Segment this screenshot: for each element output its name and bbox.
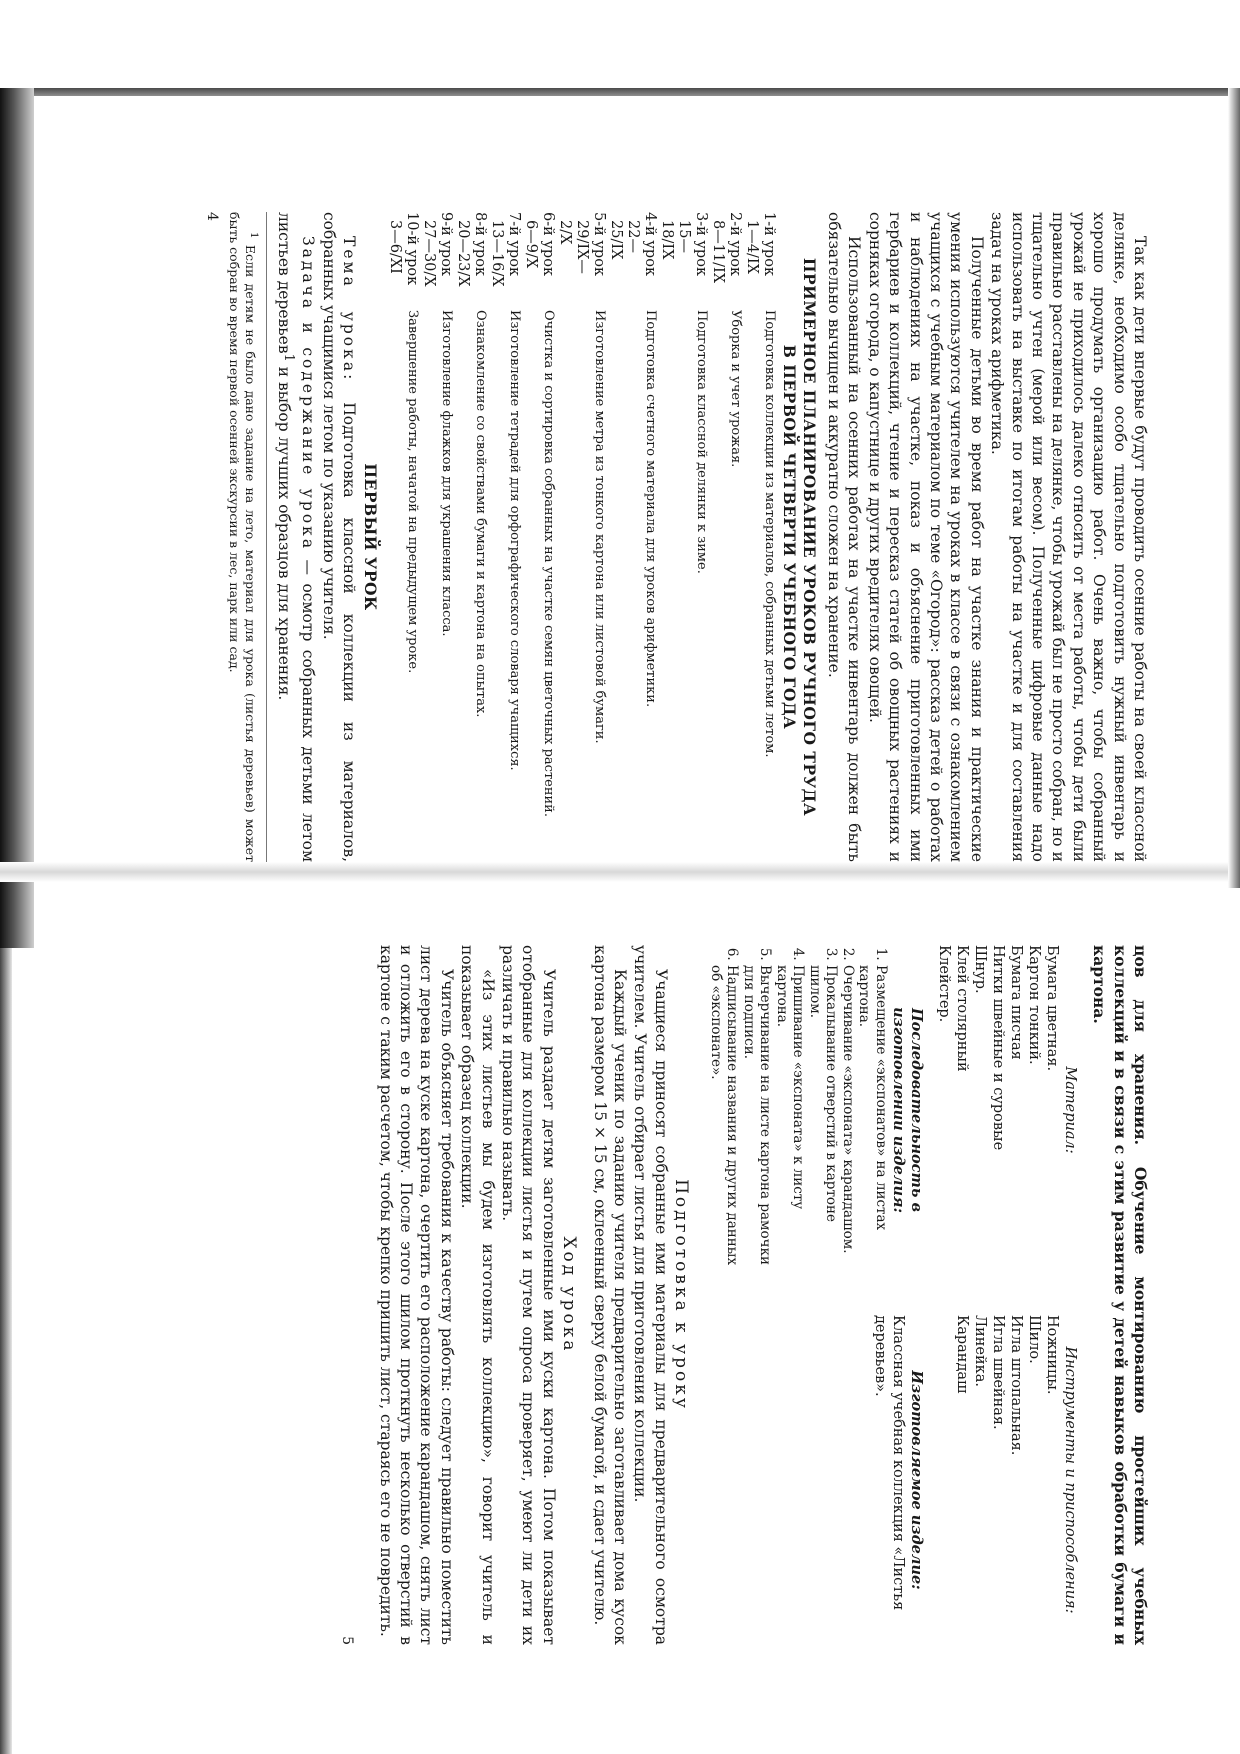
page-5: [110, 945, 1150, 1645]
sequence-step: 5. Вычерчивание на листе картона рамочки для подписи.: [740, 965, 773, 1275]
task-label: Задача и содержание урока: [299, 236, 318, 552]
lesson-task: Подготовка классной делянки к зиме.: [693, 310, 709, 574]
tool-item: Линейка.: [971, 1315, 988, 1387]
lesson-number: [420, 212, 454, 290]
lesson-date: 8—11/IX: [709, 220, 726, 284]
schedule-row: [658, 212, 709, 862]
scan-edge-left: [0, 88, 34, 948]
material-item: Бумага цветная.: [1043, 945, 1060, 1072]
lesson-number: [454, 212, 488, 290]
lesson-task: Изготовление тетрадей для орфографического словаря учащихся.: [506, 310, 522, 771]
lesson-date: 29/IX—2/X: [556, 220, 590, 274]
lesson-label: 3-й урок: [692, 212, 709, 277]
product-heading: Изготовляемое изделие:: [907, 1370, 925, 1590]
paragraph: Так как дети впервые будут проводить осенние работы на своей классной делянке, необходимо особо тщательно подготовить нужный инвентарь и хорошо продумать организацию работ. Очень важно, чтобы собранный урожай не приходилось далеко относить от места работы, чтобы дети были правильно расставлены на делянке, чтобы урожай был не просто собран, но и тщательно учтен (мерой или весом). Полученные цифровые данные надо использовать на выставке по итогам работы на участке и для составления задач на уроках арифметика.: [988, 212, 1149, 862]
product-column: [707, 1315, 925, 1645]
intro-text: Обучение монтированию простейших учебных коллекций и в связи с этим развитие у детей навыков обработки бумаги и картона.: [1090, 945, 1150, 1645]
paragraph: «Из этих листьев мы будем изготовлять коллекцию», говорит учитель и показывает образец коллекции.: [458, 945, 497, 1645]
sequence-list: [707, 945, 889, 1275]
schedule-row: [607, 212, 658, 862]
lesson-date: 1—4/IX: [743, 220, 760, 274]
material-item: Клейстер.: [935, 945, 952, 1023]
plan-heading-line2: В ПЕРВОЙ ЧЕТВЕРТИ УЧЕБНОГО ГОДА: [780, 344, 800, 730]
material-item: Бумага писчая: [1007, 945, 1024, 1060]
tool-item: Игла швейная.: [989, 1315, 1006, 1430]
task-paragraph: [274, 212, 319, 862]
lesson-number: [488, 212, 522, 290]
material-item: Шнур.: [971, 945, 988, 994]
sequence-product: [707, 945, 925, 1645]
sequence-step: 4. Пришивание «экспоната» к листу картона.: [773, 965, 806, 1275]
materials-column: [935, 945, 1079, 1275]
footnote-text: Если детям не было дано задание на лето, материал для урока (листья деревьев) может быть собран во время первой осенней экскурсии в лес, парк или сад.: [227, 212, 259, 862]
page-number: 4: [204, 212, 221, 221]
lesson-label: 1-й урок: [760, 212, 777, 277]
intro-paragraph: [1089, 945, 1150, 1645]
course-heading: Ход урока: [559, 1236, 580, 1354]
schedule-row: [556, 212, 607, 862]
lesson-label: 2-й урок: [726, 212, 743, 277]
sequence-step: 2. Очерчивание «экспоната» карандашом.: [839, 965, 856, 1275]
sequence-step: 3. Прокалывание отверстий в картоне шилом.: [806, 965, 839, 1275]
footnote-mark: 1: [248, 232, 261, 239]
lesson-task: Подготовка счетного материала для уроков арифметики.: [642, 310, 658, 708]
schedule-row: [522, 212, 556, 862]
tool-item: Ножницы.: [1043, 1315, 1060, 1395]
materials-list: [935, 945, 1061, 1275]
tool-item: Карандаш: [953, 1315, 970, 1394]
lesson-task: Изготовление метра из тонкого картона или листовой бумаги.: [591, 310, 607, 744]
lesson-number: [607, 212, 658, 290]
topic-label: Тема урока:: [340, 236, 359, 383]
lesson-number: [709, 212, 743, 290]
lesson-number: [522, 212, 556, 290]
first-lesson-heading: ПЕРВЫЙ УРОК: [360, 463, 380, 611]
paragraph: Использованный на осенних работах на участке инвентарь должен быть обязательно вычищен и аккуратно сложен на хранение.: [824, 212, 864, 862]
lesson-label: 4-й урок: [641, 212, 658, 277]
materials-heading: Материал:: [1061, 1066, 1078, 1154]
lesson-label: 7-й урок: [505, 212, 522, 277]
schedule-row: [743, 212, 777, 862]
lesson-label: 6-й урок: [539, 212, 556, 277]
tools-heading: Инструменты и приспособления:: [1061, 1346, 1078, 1614]
lesson-label: 8-й урок: [471, 212, 488, 277]
scan-edge-left-lower: [0, 948, 12, 1754]
lesson-number: [386, 212, 420, 290]
plan-heading: ПРИМЕРНОЕ ПЛАНИРОВАНИЕ УРОКОВ РУЧНОГО ТРУДА: [800, 257, 820, 817]
lesson-date: 6—9/X: [522, 220, 539, 269]
lesson-date: 22—25/IX: [607, 220, 641, 260]
lesson-task: Уборка и учет урожая.: [727, 310, 743, 468]
book-spine: [0, 862, 1240, 882]
lesson-task: Изготовление флажков для украшения класса.: [438, 310, 454, 637]
paragraph: Каждый ученик по заданию учителя предварительно заготавливает дома кусок картона размером 15 × 15 см, оклеенный сверху белой бумагой, и сдает учителю.: [590, 945, 630, 1645]
tool-item: Шило.: [1025, 1315, 1042, 1364]
lesson-task: Подготовка коллекции из материалов, собранных детьми летом.: [761, 310, 777, 758]
page-4: [110, 212, 1150, 862]
schedule-row: [386, 212, 420, 862]
lesson-number: [658, 212, 709, 290]
material-item: Клей столярный: [953, 945, 970, 1072]
schedule-row: [709, 212, 743, 862]
sequence-column: [707, 945, 925, 1275]
lesson-date: 13—16/X: [488, 220, 505, 287]
lesson-date: 20—23/X: [454, 220, 471, 287]
materials-tools: [935, 945, 1079, 1645]
lesson-label: 5-й урок: [590, 212, 607, 277]
tools-list: [953, 1315, 1061, 1645]
intro-tail: цов для хранения.: [1131, 945, 1150, 1145]
footnote: [226, 212, 267, 862]
tool-item: Игла штопальная.: [1007, 1315, 1024, 1456]
lesson-number: [556, 212, 607, 290]
schedule-row: [488, 212, 522, 862]
lesson-schedule: [386, 212, 777, 862]
lesson-number: [743, 212, 777, 290]
topic-text: Подготовка классной коллекции из материалов, собранных учащимися летом по указанию учителя.: [319, 212, 359, 862]
schedule-row: [420, 212, 454, 862]
lesson-date: 27—30/X: [420, 220, 437, 287]
footnote-ref: 1: [281, 353, 297, 362]
material-item: Нитки швейные и суровые: [989, 945, 1006, 1151]
product-text: Классная учебная коллекция «Листья деревьев».: [871, 1315, 906, 1611]
lesson-date: 15—18/IX: [658, 220, 692, 260]
lesson-task: Ознакомление со свойствами бумаги и картона на опытах.: [472, 310, 488, 718]
scan-edge-top: [0, 88, 1240, 96]
page-number: 5: [339, 1636, 356, 1645]
paragraph: Учитель раздает детям заготовленные ими куски картона. Потом показывает отобранные для коллекции листья и путем опроса проверяет, умеют ли дети их различать и правильно называть.: [499, 945, 558, 1645]
tools-column: [935, 1315, 1079, 1645]
lesson-label: 9-й урок: [437, 212, 454, 277]
scan-edge-right: [1228, 88, 1240, 888]
sequence-heading: Последовательность в изготовлении изделия:: [889, 1007, 925, 1213]
topic-paragraph: [318, 212, 359, 862]
paragraph: Полученные детьми во время работ на участке знания и практические умения используются учителем на уроках в классе в связи с ознакомлением учащихся с учебным материалом по теме «Огород»: рассказ детей о работах и наблюдениях на участке, показ и объяснение приготовленных ими гербариев и коллекций, чтение и пересказ статей об овощных растениях и сорняках огорода, о капустнице и других вредителях овощей.: [865, 212, 986, 862]
lesson-date: 3—6/XI: [386, 220, 403, 274]
paragraph: Учитель объясняет требования к качеству работы: следует правильно поместить лист дерева на куске картона, очертить его расположение карандашом, снять лист и отложить его в сторону. После этого шилом проткнуть несколько отверстий в картоне с таким расчетом, чтобы крепко пришить лист, стараясь его не повредить.: [376, 945, 456, 1645]
task-text: — осмотр собранных детьми летом листьев деревьев: [274, 212, 318, 862]
task-text-continued: и выбор лучших образцов для хранения.: [274, 366, 293, 701]
paragraph: Учащиеся приносят собранные ими материалы для предварительного осмотра учителем. Учитель отбирает листья для приготовления коллекции.: [631, 945, 670, 1645]
material-item: Картон тонкий.: [1025, 945, 1042, 1065]
sequence-step: 1. Размещение «экспонатов» на листах картона.: [856, 965, 889, 1275]
lesson-label: 10-й урок: [403, 212, 420, 286]
sequence-step: 6. Надписывание названия и других данных об «экспонате».: [707, 965, 740, 1275]
lesson-task: Завершение работы, начатой на предыдущем уроке.: [404, 310, 420, 674]
schedule-row: [454, 212, 488, 862]
lesson-task: Очистка и сортировка собранных на участке семян цветочных растений.: [540, 310, 556, 817]
prep-heading: Подготовка к уроку: [671, 1179, 692, 1411]
